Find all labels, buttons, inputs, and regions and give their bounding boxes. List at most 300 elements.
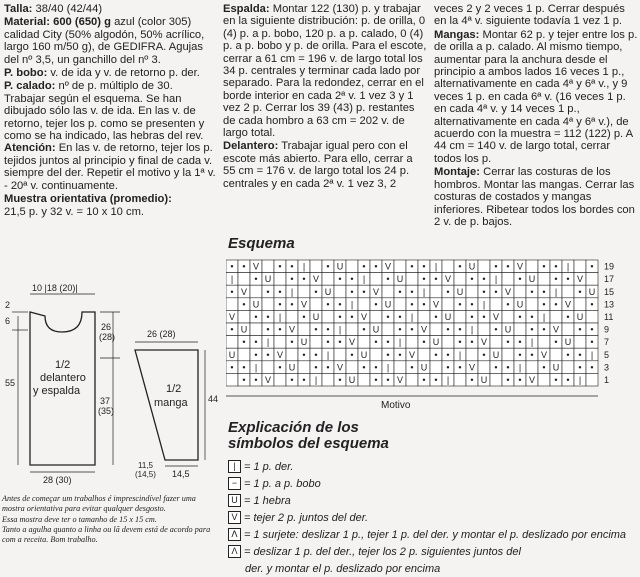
chart-cell: [478, 260, 490, 273]
chart-symbol: |: [290, 286, 294, 297]
column-c: [434, 3, 638, 229]
chart-symbol: V: [276, 349, 284, 360]
motivo-label: Motivo: [381, 400, 411, 411]
p-calado-line: [4, 80, 216, 192]
chart-symbol: •: [410, 324, 414, 335]
chart-cell: [442, 336, 454, 349]
chart-symbol: •: [578, 349, 582, 360]
chart-cell: [346, 361, 358, 374]
body-label-3: y espalda: [33, 385, 81, 397]
sleeve-label-2: manga: [154, 397, 188, 409]
chart-symbol: •: [266, 312, 270, 322]
chart-symbol: •: [482, 349, 486, 360]
row-numbers: [604, 262, 614, 385]
chart-symbol: •: [422, 299, 426, 310]
chart-cell: [466, 348, 478, 361]
chart-symbol: V: [480, 337, 488, 348]
chart-symbol: •: [362, 324, 366, 335]
chart-cell: [322, 373, 334, 386]
chart-symbol: •: [542, 261, 546, 272]
row-number: 11: [604, 312, 614, 322]
chart-symbol: •: [326, 261, 330, 272]
chart-symbol: •: [590, 261, 594, 272]
row-number: 15: [604, 286, 615, 297]
chart-symbol: •: [410, 261, 414, 272]
chart-cell: [574, 298, 586, 311]
chart-cell: [226, 298, 238, 311]
chart-symbol: •: [542, 286, 546, 297]
chart-symbol: •: [362, 261, 366, 272]
cont-line: veces 2 y 2 veces 1 p. Cerrar después en la 4ª v. siguiente todavía 1 vez 1 p.: [434, 3, 625, 28]
chart-symbol: •: [398, 349, 402, 360]
chart-symbol: •: [338, 312, 342, 322]
chart-symbol: •: [254, 349, 258, 360]
chart-symbol: •: [326, 337, 330, 348]
chart-symbol: U: [360, 349, 368, 360]
chart-symbol: •: [446, 349, 450, 360]
chart-symbol: |: [470, 324, 474, 335]
chart-cell: [298, 323, 310, 336]
chart-cell: [406, 373, 418, 386]
legend-row: [228, 475, 638, 492]
chart-symbol: |: [434, 261, 438, 272]
chart-grid: [226, 260, 598, 386]
chart-symbol: U: [336, 261, 344, 272]
chart-cell: [514, 323, 526, 336]
yarn-over-symbol-icon: U: [228, 494, 241, 507]
column-a: [4, 3, 216, 219]
chart-symbol: •: [494, 362, 498, 373]
chart-symbol: |: [302, 261, 306, 272]
garment-schematic: [0, 280, 225, 490]
chart-cell: [502, 348, 514, 361]
chart-cell: [370, 310, 382, 323]
chart-symbol: •: [434, 312, 438, 322]
note-line: Antes de começar um trabalhos é imprescindível fazer uma mostra orientativa para evitar qualquer desgosto.: [2, 494, 196, 514]
body-label-2: delantero: [40, 372, 86, 384]
chart-cell: [238, 348, 250, 361]
chart-cell: [562, 323, 574, 336]
chart-symbol: •: [434, 375, 438, 385]
material-label: Material: 600 (650) g: [4, 16, 111, 29]
shoulder-right2: (28): [99, 332, 116, 342]
chart-symbol: •: [566, 349, 570, 360]
chart-symbol: •: [554, 274, 558, 285]
chart-cell: [262, 361, 274, 374]
chart-symbol: |: [278, 312, 282, 322]
chart-symbol: •: [254, 312, 258, 322]
chart-symbol: |: [362, 274, 366, 285]
chart-symbol: •: [506, 375, 510, 385]
chart-symbol: •: [362, 362, 366, 373]
chart-symbol: •: [242, 362, 246, 373]
row-number: 17: [604, 274, 615, 285]
chart-cell: [298, 285, 310, 298]
chart-symbol: |: [422, 286, 426, 297]
chart-symbol: •: [230, 261, 234, 272]
chart-cell: [550, 348, 562, 361]
chart-symbol: V: [264, 375, 272, 385]
chart-symbol: U: [444, 312, 452, 322]
chart-symbol: •: [434, 274, 438, 285]
chart-symbol: •: [482, 274, 486, 285]
chart-symbol: V: [408, 349, 416, 360]
chart-symbol: •: [398, 324, 402, 335]
chart-symbol: U: [576, 312, 584, 322]
chart-symbol: •: [494, 286, 498, 297]
chart-symbol: •: [470, 312, 474, 322]
montaje-line: [434, 166, 638, 228]
chart-symbol: •: [566, 274, 570, 285]
legend-text: = 1 surjete: deslizar 1 p., tejer 1 p. del der. y montar el p. deslizado por encima: [244, 528, 627, 541]
chart-symbol: •: [518, 274, 522, 285]
chart-cell: [490, 336, 502, 349]
chart-symbol: V: [300, 299, 308, 310]
chart-symbol: U: [516, 299, 524, 310]
chart-symbol: U: [480, 375, 488, 385]
sleeve-top: 26 (28): [147, 329, 176, 339]
chart-symbol: |: [566, 261, 570, 272]
chart-cell: [358, 298, 370, 311]
chart-symbol: •: [554, 337, 558, 348]
delantero-line: [223, 140, 428, 190]
row-number: 9: [604, 324, 610, 335]
espalda-label: Espalda:: [223, 3, 270, 15]
talla-line: [4, 3, 216, 15]
chart-symbol: U: [300, 337, 308, 348]
chart-symbol: •: [542, 299, 546, 310]
chart-cell: [538, 336, 550, 349]
chart-symbol: •: [590, 337, 594, 348]
chart-symbol: |: [398, 337, 402, 348]
chart-cell: [394, 298, 406, 311]
legend-text: = deslizar 1 p. del der., tejer los 2 p. siguientes juntos del: [244, 545, 521, 558]
chart-symbol: |: [254, 362, 258, 373]
legend-row: [228, 543, 638, 560]
chart-symbol: |: [590, 349, 594, 360]
legend-text: der. y montar el p. deslizado por encima: [245, 562, 441, 575]
chart-symbol: V: [396, 375, 404, 385]
chart-symbol: |: [542, 312, 546, 322]
chart-symbol: •: [278, 362, 282, 373]
delantero-text: Trabajar igual pero con el escote más abierto. Para ello, cerrar a 55 cm = 176 v. de largo total los 24 p. centrales y en cada 2ª v. 1 vez 3, 2: [223, 140, 413, 190]
chart-symbol: •: [290, 299, 294, 310]
chart-symbol: •: [482, 286, 486, 297]
mangas-text: Montar 62 p. y tejer entre los p. de orilla a p. calado. Al mismo tiempo, aumentar para la anchura desde el principio a ambos lados 16 veces 1 p., alternativamente en cada 4ª y 6ª v., y 9 veces 1 p. en cada 6ª v. (16 veces 1 p. en cada 4ª v. y 14 veces 1 p., alternativamente en cada 4ª y 6ª v.), de acuerdo con la muestra = 112 (122) p. A 44 cm = 140 v. de largo total, cerrar todos los p.: [434, 28, 638, 165]
mangas-line: [434, 29, 638, 165]
chart-symbol: V: [372, 286, 380, 297]
talla-value: 38/40 (42/44): [35, 3, 103, 15]
chart-symbol: •: [434, 349, 438, 360]
chart-symbol: U: [564, 337, 572, 348]
chart-symbol: V: [444, 274, 452, 285]
p-bobo-label: P. bobo:: [4, 67, 48, 80]
sk2p-symbol-icon: Λ: [228, 545, 241, 558]
chart-symbol: •: [302, 312, 306, 322]
chart-symbol: •: [326, 362, 330, 373]
chart-symbol: •: [566, 312, 570, 322]
sleeve-label-1: 1/2: [166, 383, 182, 395]
chart-cell: [394, 260, 406, 273]
chart-cell: [466, 285, 478, 298]
chart-symbol: U: [384, 299, 392, 310]
chart-cell: [406, 336, 418, 349]
atencion-text: En las v. de retorno, tejer los p. tejidos juntos al principio y final de cada v. siempre del der. Repetir el motivo y la 1ª v. - 20ª v. continuamente.: [4, 142, 216, 192]
chart-cell: [586, 273, 598, 286]
chart-symbol: |: [314, 375, 318, 385]
p-bobo-text: v. de ida y v. de retorno p. der.: [50, 67, 200, 80]
chart-symbol: •: [398, 312, 402, 322]
chart-cell: [586, 310, 598, 323]
chart-symbol: U: [456, 286, 464, 297]
chart-symbol: •: [290, 337, 294, 348]
p-calado-label: P. calado:: [4, 80, 56, 93]
montaje-text: Cerrar las costuras de los hombros. Montar las mangas. Cerrar las costuras de costados y mangas inferiores. Ribetear todos los bordes con 2 v. de p. bajos.: [434, 166, 635, 228]
chart-symbol: V: [420, 324, 428, 335]
chart-symbol: V: [516, 261, 524, 272]
chart-symbol: U: [372, 324, 380, 335]
chart-cell: [262, 298, 274, 311]
chart-symbol: V: [360, 312, 368, 322]
chart-symbol: U: [492, 349, 500, 360]
chart-symbol: V: [528, 375, 536, 385]
chart-symbol: •: [470, 337, 474, 348]
muestra-line: [4, 193, 216, 218]
chart-cell: [334, 348, 346, 361]
chart-cell: [526, 298, 538, 311]
chart-symbol: •: [398, 286, 402, 297]
chart-symbol: •: [374, 337, 378, 348]
chart-cell: [250, 323, 262, 336]
chart-cell: [526, 260, 538, 273]
chart-symbol: •: [470, 274, 474, 285]
material-line: [4, 16, 216, 66]
neck-left2: 6: [5, 316, 11, 326]
esquema-title: Esquema: [228, 235, 295, 252]
chart-symbol: •: [278, 299, 282, 310]
chart-symbol: •: [422, 274, 426, 285]
row-number: 1: [604, 375, 610, 385]
legend-row: [228, 492, 638, 509]
chart-symbol: •: [554, 261, 558, 272]
chart-symbol: V: [564, 299, 572, 310]
chart-symbol: •: [350, 274, 354, 285]
chart-symbol: |: [326, 349, 330, 360]
chart-symbol: •: [506, 362, 510, 373]
chart-cell: [478, 323, 490, 336]
chart-symbol: V: [432, 299, 440, 310]
chart-cell: [454, 373, 466, 386]
montaje-label: Montaje:: [434, 166, 480, 179]
chart-symbol: •: [374, 261, 378, 272]
body-height: 55: [5, 378, 16, 388]
chart-cell: [370, 273, 382, 286]
legend-text: = 1 hebra: [244, 494, 291, 507]
chart-symbol: U: [420, 362, 428, 373]
chart-symbol: •: [422, 337, 426, 348]
chart-symbol: •: [374, 375, 378, 385]
chart-symbol: •: [458, 299, 462, 310]
chart-symbol: V: [240, 286, 248, 297]
mangas-label: Mangas:: [434, 28, 480, 41]
chart-symbol: |: [578, 375, 582, 385]
body-inner2: (35): [98, 406, 115, 416]
chart-symbol: •: [386, 312, 390, 322]
chart-cell: [238, 273, 250, 286]
row-number: 5: [604, 349, 610, 360]
chart-symbol: •: [266, 286, 270, 297]
chart-symbol: •: [530, 312, 534, 322]
sleeve-bottom-right: 14,5: [172, 469, 190, 479]
chart-symbol: •: [410, 286, 414, 297]
chart-cell: [502, 310, 514, 323]
chart-symbol: •: [230, 286, 234, 297]
chart-symbol: •: [326, 299, 330, 310]
chart-symbol: U: [468, 261, 476, 272]
chart-symbol: V: [348, 337, 356, 348]
top-dim: 10 |18 (20)|: [32, 283, 78, 293]
chart-cell: [274, 373, 286, 386]
chart-symbol: U: [312, 312, 320, 322]
chart-cell: [442, 298, 454, 311]
chart-symbol: |: [458, 349, 462, 360]
atencion-label: Atención:: [4, 142, 56, 155]
chart-symbol: •: [290, 375, 294, 385]
chart-symbol: •: [578, 362, 582, 373]
chart-symbol: •: [266, 324, 270, 335]
chart-symbol: •: [338, 299, 342, 310]
chart-cell: [310, 298, 322, 311]
chart-symbol: •: [350, 286, 354, 297]
chart-symbol: •: [290, 274, 294, 285]
legend-text: = tejer 2 p. juntos del der.: [244, 511, 369, 524]
chart-cell: [322, 310, 334, 323]
chart-symbol: U: [228, 349, 236, 360]
chart-symbol: U: [288, 362, 296, 373]
chart-symbol: •: [530, 349, 534, 360]
chart-symbol: •: [374, 362, 378, 373]
chart-symbol: •: [446, 362, 450, 373]
chart-symbol: •: [506, 337, 510, 348]
chart-symbol: •: [254, 337, 258, 348]
chart-cell: [454, 310, 466, 323]
chart-cell: [514, 285, 526, 298]
legend-row: [228, 458, 638, 475]
muestra-text: 21,5 p. y 32 v. = 10 x 10 cm.: [4, 205, 145, 218]
chart-cell: [454, 273, 466, 286]
chart-symbol: •: [302, 375, 306, 385]
chart-cell: [430, 323, 442, 336]
chart-symbol: •: [518, 312, 522, 322]
chart-symbol: •: [242, 261, 246, 272]
chart-symbol: U: [240, 324, 248, 335]
chart-symbol: V: [504, 286, 512, 297]
symbol-legend: [228, 458, 638, 577]
chart-symbol: U: [252, 299, 260, 310]
chart-symbol: •: [254, 375, 258, 385]
row-number: 7: [604, 337, 610, 348]
chart-symbol: U: [348, 375, 356, 385]
chart-cell: [502, 273, 514, 286]
skp-symbol-icon: ᐱ: [228, 528, 241, 541]
chart-cell: [526, 361, 538, 374]
chart-symbol: V: [336, 362, 344, 373]
explicacion-title-1: Explicación de los: [228, 419, 359, 436]
chart-symbol: V: [252, 261, 260, 272]
legend-row: [228, 509, 638, 526]
p-bobo-line: [4, 67, 216, 79]
chart-symbol: •: [590, 299, 594, 310]
chart-symbol: •: [254, 274, 258, 285]
chart-symbol: •: [422, 261, 426, 272]
chart-cell: [346, 323, 358, 336]
chart-symbol: •: [350, 349, 354, 360]
chart-symbol: U: [324, 286, 332, 297]
sleeve-height: 44: [208, 394, 219, 404]
chart-symbol: •: [326, 324, 330, 335]
stitch-chart: [226, 258, 636, 418]
chart-symbol: •: [578, 324, 582, 335]
chart-symbol: •: [458, 337, 462, 348]
chart-cell: [286, 348, 298, 361]
chart-symbol: •: [590, 362, 594, 373]
chart-symbol: •: [410, 362, 414, 373]
chart-symbol: •: [458, 362, 462, 373]
chart-cell: [286, 310, 298, 323]
k2tog-symbol-icon: V: [228, 511, 241, 524]
garter-symbol-icon: −: [228, 477, 241, 490]
chart-symbol: |: [266, 337, 270, 348]
legend-row: [228, 526, 638, 543]
chart-symbol: U: [552, 362, 560, 373]
chart-symbol: |: [386, 362, 390, 373]
chart-symbol: •: [446, 324, 450, 335]
chart-symbol: •: [314, 286, 318, 297]
note-box: [2, 494, 220, 545]
chart-symbol: •: [446, 286, 450, 297]
chart-symbol: •: [554, 375, 558, 385]
chart-symbol: V: [576, 274, 584, 285]
chart-symbol: V: [468, 362, 476, 373]
chart-cell: [538, 373, 550, 386]
chart-symbol: •: [338, 274, 342, 285]
chart-symbol: •: [518, 349, 522, 360]
chart-symbol: •: [386, 274, 390, 285]
row-number: 3: [604, 362, 610, 373]
chart-symbol: •: [542, 362, 546, 373]
chart-symbol: U: [528, 274, 536, 285]
chart-symbol: U: [264, 274, 272, 285]
p-calado-text: nº de p. múltiplo de 30. Trabajar según el esquema. Se han dibujado sólo las v. de ida. En las v. de retorno, tejer los p. como se presenten y como se ha indicado, las hebras del rev.: [4, 80, 205, 143]
chart-cell: [382, 323, 394, 336]
chart-cell: [310, 336, 322, 349]
chart-symbol: •: [278, 324, 282, 335]
chart-symbol: U: [396, 274, 404, 285]
chart-symbol: •: [590, 324, 594, 335]
chart-symbol: |: [482, 299, 486, 310]
chart-cell: [334, 285, 346, 298]
chart-symbol: •: [386, 375, 390, 385]
chart-symbol: •: [242, 299, 246, 310]
chart-symbol: V: [492, 312, 500, 322]
chart-cell: [574, 260, 586, 273]
chart-cell: [442, 260, 454, 273]
material-text: azul (color 305) calidad City (50% algodón, 50% acrílico, largo 160 m/50 g), de GEDIFRA. Agujas del nº 3,5, un ganchillo del nº 3.: [4, 16, 205, 66]
espalda-text: Montar 122 (130) p. y trabajar en la siguiente distribución: p. de orilla, 0 (4) p. a p. bobo, 120 p. a p. calado, 0 (4) p. a p. bobo y p. de orilla. Para el escote, cerrar a 61 cm = 196 v. de largo total los 34 p. centrales y terminar cada lado por separado. Para la redondez, cerrar en el borde interior en cada 2ª v. 1 vez 3 y 1 vez 2 p. Cerrar los 39 (43) p. restantes de cada hombro a 63 cm = 202 v. de largo total.: [223, 3, 427, 140]
chart-symbol: •: [290, 261, 294, 272]
chart-symbol: •: [386, 349, 390, 360]
chart-symbol: U: [588, 286, 596, 297]
